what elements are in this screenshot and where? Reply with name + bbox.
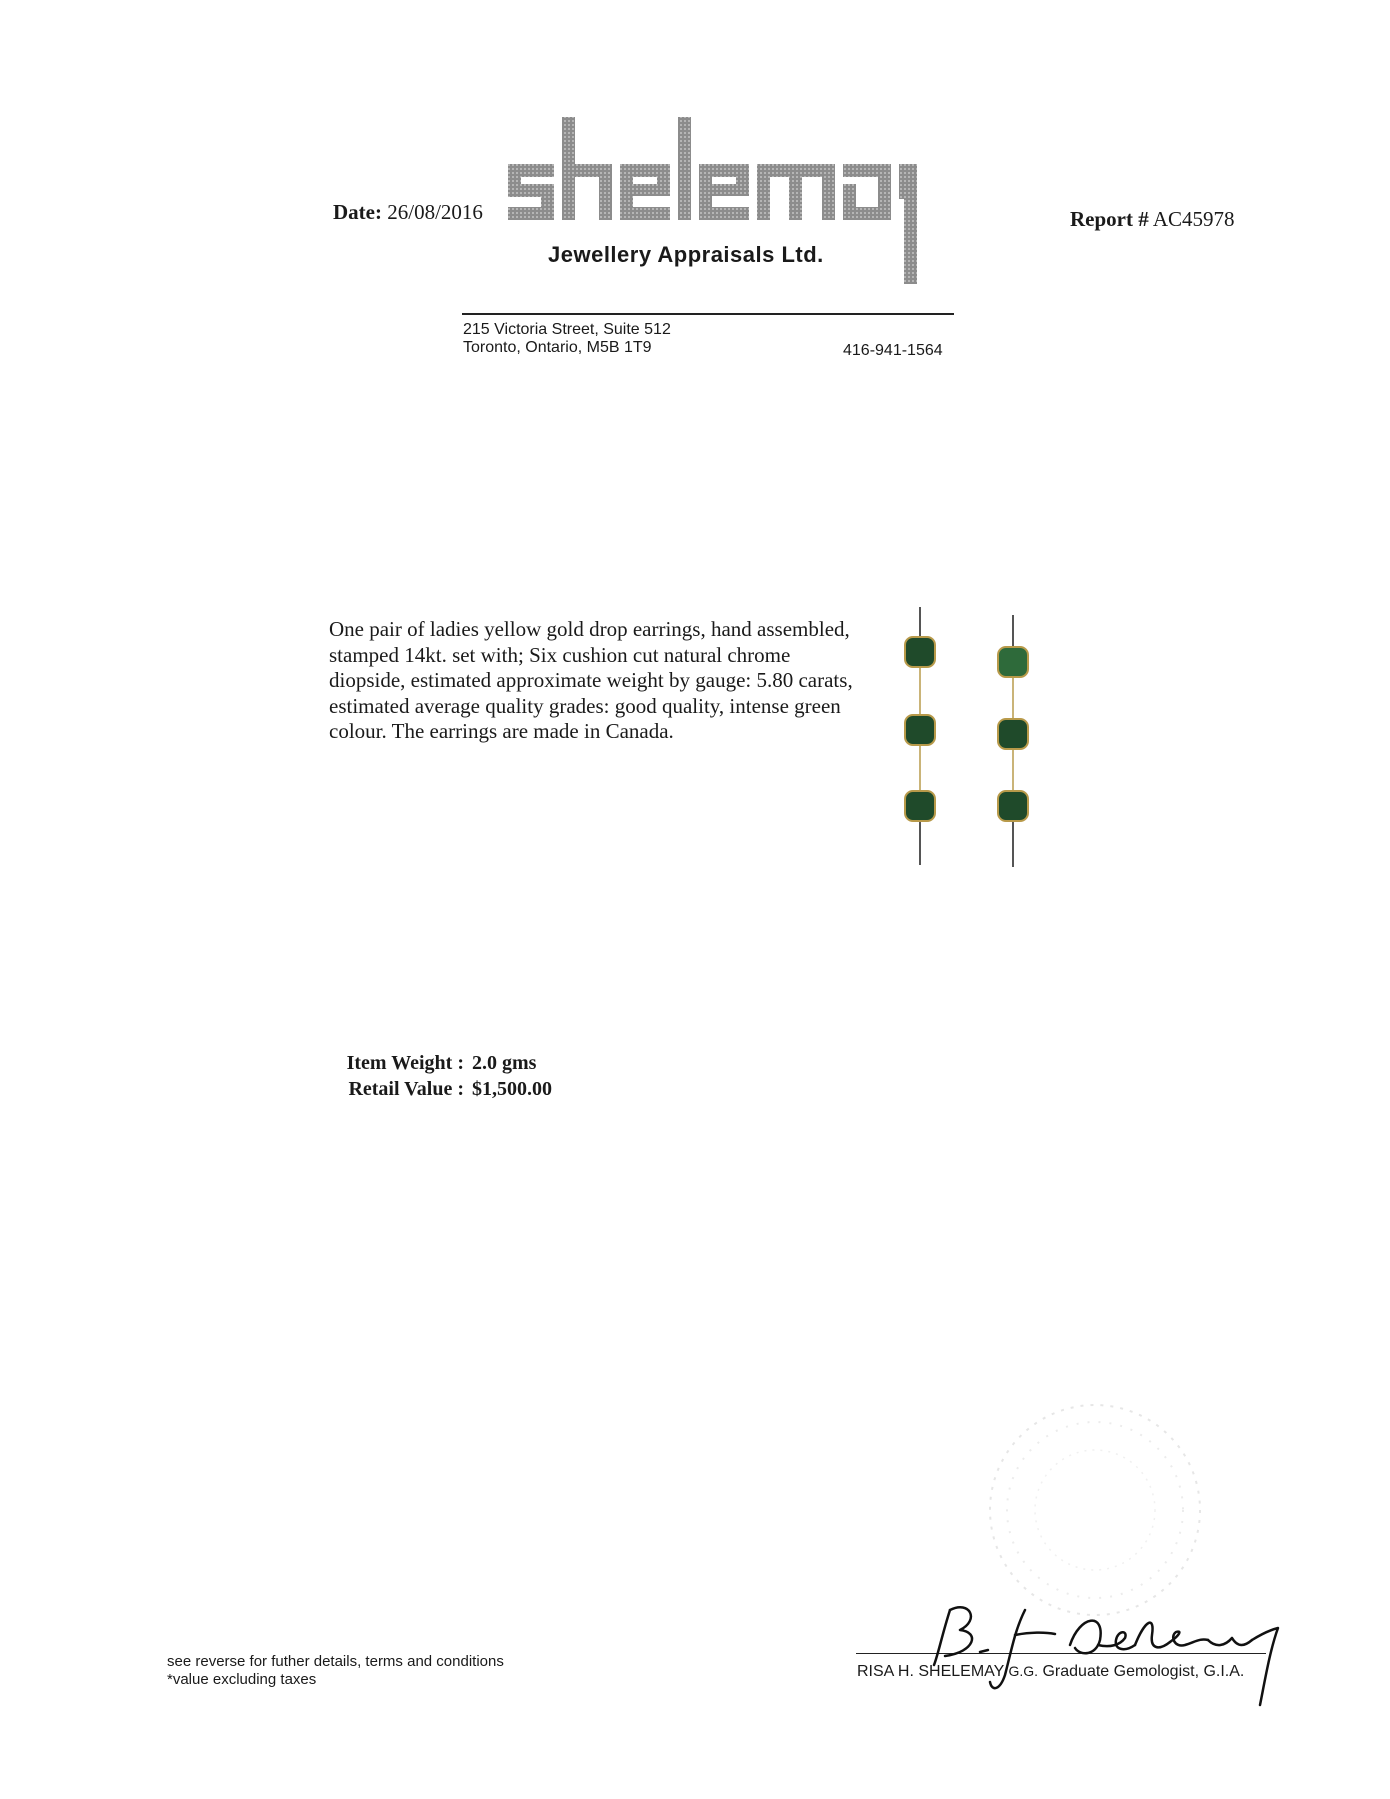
report-label: Report # <box>1070 207 1149 231</box>
weight-value: 2.0 gms <box>472 1052 537 1074</box>
signer-credentials <box>857 1663 1244 1681</box>
retail-amount: $1,500.00 <box>472 1078 552 1100</box>
address-line-2: Toronto, Ontario, M5B 1T9 <box>463 339 652 356</box>
signer-title: Graduate Gemologist, G.I.A. <box>1042 1663 1245 1680</box>
header-divider <box>462 313 954 315</box>
signer-name: RISA H. SHELEMAY <box>857 1663 1005 1680</box>
retail-label: Retail Value : <box>348 1078 464 1100</box>
date-label: Date: <box>333 200 382 224</box>
weight-label: Item Weight : <box>346 1052 464 1074</box>
report-value: AC45978 <box>1152 207 1235 231</box>
item-weight <box>324 1052 536 1075</box>
retail-value <box>324 1078 552 1101</box>
item-description: One pair of ladies yellow gold drop earrings, hand assembled, stamped 14kt. set with; Six cushion cut natural chrome diopside, estimated approximate weight by gauge: 5.80 carats, estimated average quality grades: good quality, intense green colour. The earrings are made in Canada. <box>329 617 853 743</box>
signer-designation: G.G. <box>1008 1663 1039 1679</box>
address-line-1: 215 Victoria Street, Suite 512 <box>463 321 671 338</box>
footnote-terms: see reverse for futher details, terms and conditions <box>167 1653 504 1670</box>
report-date <box>333 200 483 225</box>
report-number <box>1070 207 1235 232</box>
earrings-photo-icon <box>895 605 1045 870</box>
date-value: 26/08/2016 <box>387 200 483 224</box>
phone-number: 416-941-1564 <box>843 342 943 359</box>
handwritten-signature <box>920 1590 1310 1710</box>
company-name: Jewellery Appraisals Ltd. <box>548 242 824 267</box>
footnote-taxes: *value excluding taxes <box>167 1671 317 1688</box>
